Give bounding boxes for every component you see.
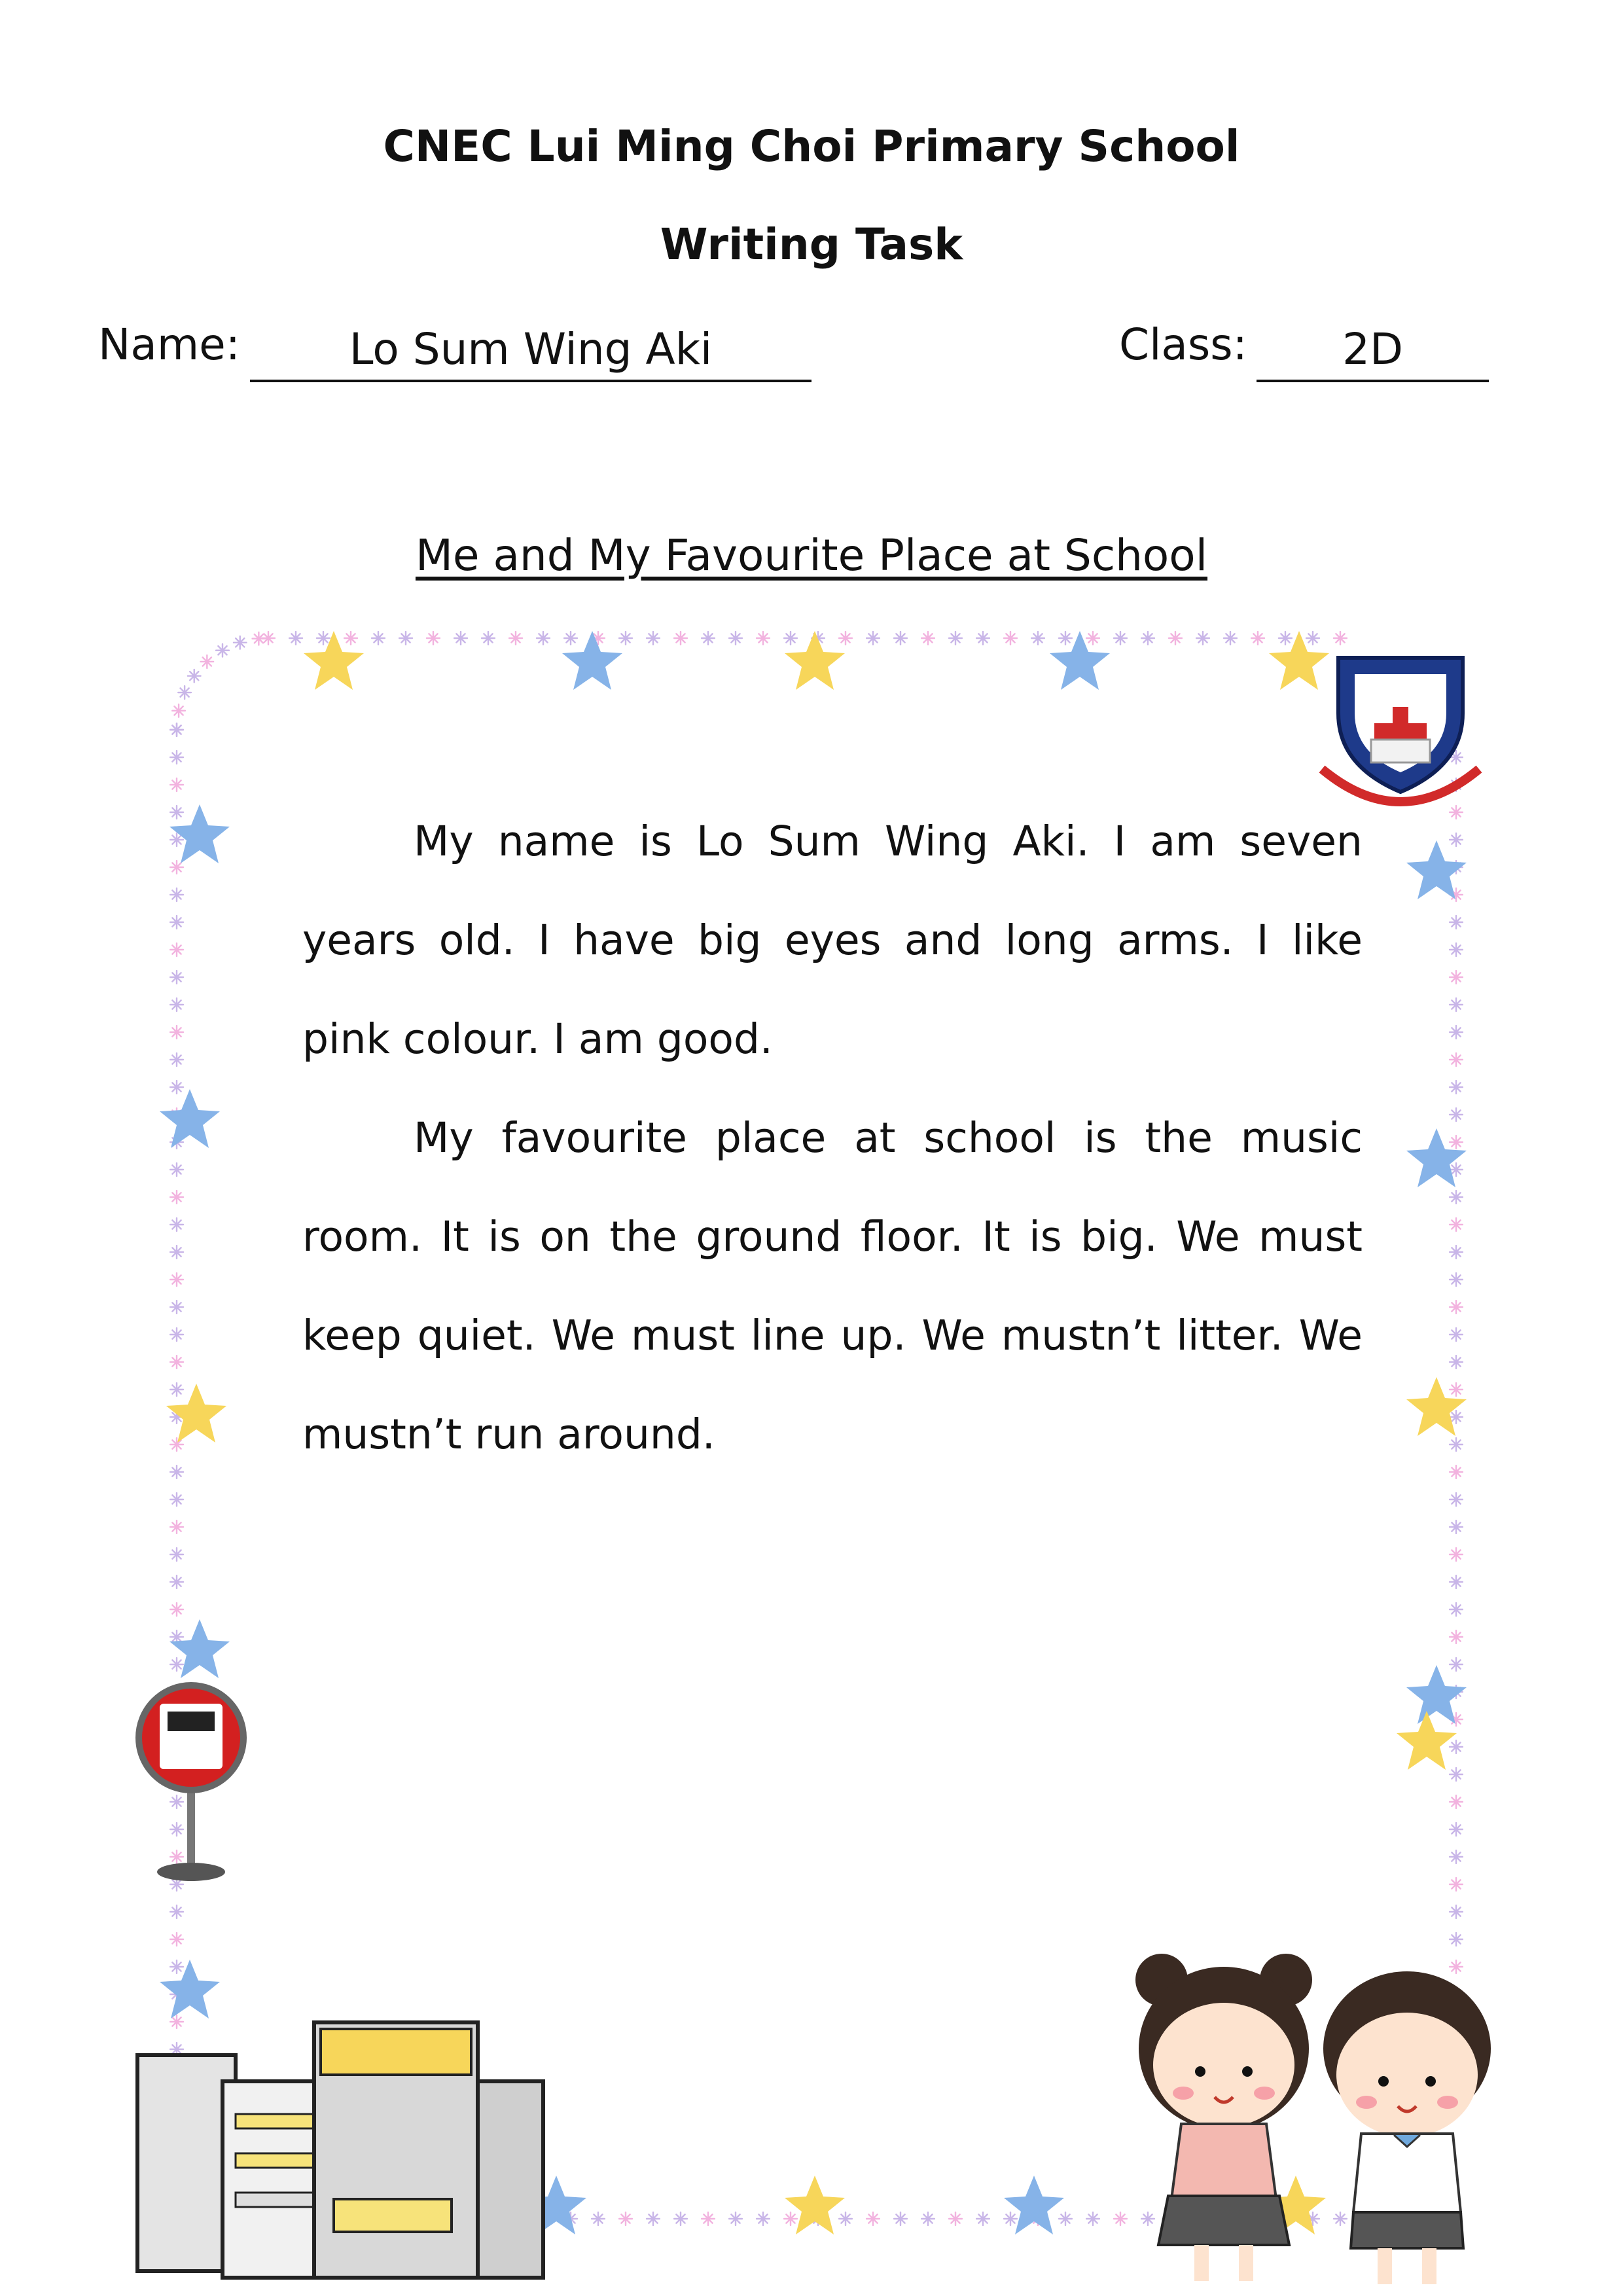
sparkle-icon [170, 1081, 183, 1094]
star-icon [785, 631, 845, 690]
sparkle-icon [234, 636, 247, 649]
sparkle-icon [170, 1795, 183, 1808]
sparkle-icon [784, 2212, 797, 2225]
sparkle-icon [1450, 1905, 1463, 1918]
name-field: Lo Sum Wing Aki [250, 319, 812, 382]
sparkle-icon [1059, 2212, 1072, 2225]
sparkle-icon [866, 2212, 880, 2225]
sparkle-icon [170, 1933, 183, 1946]
sparkle-icon [674, 2212, 687, 2225]
sparkle-icon [170, 1328, 183, 1341]
sparkle-icon [399, 632, 412, 645]
star-icon [1406, 1377, 1467, 1436]
sparkle-icon [619, 632, 632, 645]
sparkle-icon [170, 888, 183, 901]
sparkle-icon [170, 723, 183, 736]
star-icon [1050, 631, 1110, 690]
sparkle-icon [1306, 632, 1319, 645]
sparkle-icon [344, 632, 357, 645]
sparkle-icon [1450, 1383, 1463, 1396]
sparkle-icon [1141, 2212, 1154, 2225]
sparkle-icon [839, 632, 852, 645]
sparkle-icon [1450, 1878, 1463, 1891]
sparkle-icon [976, 632, 990, 645]
sparkle-icon [1450, 1850, 1463, 1863]
sparkle-icon [1450, 998, 1463, 1011]
sparkle-icon [170, 1218, 183, 1231]
sparkle-icon [172, 704, 185, 717]
sparkle-icon [1450, 1493, 1463, 1506]
sparkle-icon [757, 632, 770, 645]
sparkle-icon [949, 2212, 962, 2225]
star-icon [304, 631, 364, 690]
sparkle-icon [1114, 632, 1127, 645]
sparkle-icon [170, 1823, 183, 1836]
sparkle-icon [170, 1548, 183, 1561]
class-field: 2D [1257, 319, 1489, 382]
sparkle-icon [647, 2212, 660, 2225]
sparkle-icon [1450, 1273, 1463, 1286]
sparkle-icon [509, 632, 522, 645]
essay-paragraph-2: My favourite place at school is the music room. It is on the ground floor. It is big. We must keep quiet. We must line up. We mustn’t litter. We mustn’t run around. [302, 1114, 1363, 1458]
sparkle-icon [1450, 1960, 1463, 1973]
class-label: Class: [1119, 319, 1247, 370]
sparkle-icon [170, 1191, 183, 1204]
sparkle-icon [170, 1300, 183, 1314]
sparkle-icon [427, 632, 440, 645]
sparkle-icon [729, 2212, 742, 2225]
sparkle-icon [317, 632, 330, 645]
sparkle-icon [170, 1383, 183, 1396]
star-icon [160, 1089, 220, 1148]
sparkle-icon [1450, 806, 1463, 819]
sparkle-icon [1279, 632, 1292, 645]
sparkle-icon [1450, 1191, 1463, 1204]
sparkle-icon [839, 2212, 852, 2225]
sparkle-icon [170, 1053, 183, 1066]
star-icon [169, 1619, 230, 1678]
sparkle-icon [170, 1960, 183, 1973]
sparkle-icon [1224, 632, 1237, 645]
sparkle-icon [1450, 1026, 1463, 1039]
sparkle-icon [170, 916, 183, 929]
sparkle-icon [1450, 1300, 1463, 1314]
sparkle-icon [1450, 1520, 1463, 1534]
sparkle-icon [1450, 1658, 1463, 1671]
sparkle-icon [1450, 916, 1463, 929]
sparkle-icon [482, 632, 495, 645]
sparkle-icon [170, 971, 183, 984]
sparkle-icon [1450, 1933, 1463, 1946]
sparkle-icon [178, 686, 191, 699]
sparkle-icon [921, 632, 935, 645]
sparkle-icon [170, 1658, 183, 1671]
sparkle-icon [537, 632, 550, 645]
star-icon [166, 1384, 226, 1443]
sparkle-icon [170, 1246, 183, 1259]
sparkle-icon [647, 632, 660, 645]
sparkle-icon [170, 1355, 183, 1369]
sparkle-icon [1450, 1465, 1463, 1479]
sparkle-icon [1086, 632, 1099, 645]
star-icon [785, 2176, 845, 2234]
sparkle-icon [1450, 1575, 1463, 1588]
sparkle-icon [1450, 1603, 1463, 1616]
sparkle-icon [1004, 2212, 1017, 2225]
sparkle-icon [1450, 1053, 1463, 1066]
sparkle-icon [170, 1273, 183, 1286]
school-building-icon [137, 2022, 543, 2278]
sparkle-icon [200, 655, 213, 668]
sparkle-icon [252, 632, 265, 645]
sparkle-icon [1450, 1795, 1463, 1808]
star-icon [1004, 2176, 1064, 2234]
sparkle-icon [1450, 1823, 1463, 1836]
sparkle-icon [894, 2212, 907, 2225]
star-icon [1406, 1665, 1467, 1724]
sparkle-icon [1196, 632, 1209, 645]
essay-title: Me and My Favourite Place at School [415, 530, 1208, 581]
sparkle-icon [949, 632, 962, 645]
sparkle-icon [1169, 632, 1182, 645]
task-title: Writing Task [660, 219, 963, 270]
sparkle-icon [1450, 1218, 1463, 1231]
sparkle-icon [1450, 833, 1463, 846]
sparkle-icon [170, 943, 183, 956]
sparkle-icon [1450, 1438, 1463, 1451]
sparkle-icon [170, 1026, 183, 1039]
sparkle-icon [170, 1603, 183, 1616]
sparkle-icon [1450, 1328, 1463, 1341]
sparkle-icon [170, 778, 183, 791]
sparkle-icon [674, 632, 687, 645]
sparkle-icon [170, 751, 183, 764]
sparkle-icon [866, 632, 880, 645]
sparkle-icon [564, 632, 577, 645]
sparkle-icon [1450, 1355, 1463, 1369]
sparkle-icon [784, 632, 797, 645]
sparkle-icon [1450, 1548, 1463, 1561]
star-icon [1406, 840, 1467, 899]
sparkle-icon [1450, 1768, 1463, 1781]
school-name: CNEC Lui Ming Choi Primary School [383, 121, 1240, 171]
essay-body [302, 792, 1363, 1484]
sparkle-icon [1059, 632, 1072, 645]
sparkle-icon [170, 806, 183, 819]
sparkle-icon [1450, 971, 1463, 984]
sparkle-icon [619, 2212, 632, 2225]
sparkle-icon [1450, 1740, 1463, 1753]
children-illustration [1135, 1954, 1491, 2284]
sparkle-icon [170, 1575, 183, 1588]
sparkle-icon [170, 1163, 183, 1176]
sparkle-icon [170, 1438, 183, 1451]
sparkle-icon [1450, 1108, 1463, 1121]
sparkle-icon [1450, 1630, 1463, 1643]
sparkle-icon [1450, 1246, 1463, 1259]
sparkle-icon [170, 1850, 183, 1863]
star-icon [1397, 1711, 1457, 1770]
sparkle-icon [1031, 632, 1044, 645]
sparkle-icon [1086, 2212, 1099, 2225]
sparkle-icon [702, 632, 715, 645]
sparkle-icon [757, 2212, 770, 2225]
sparkle-icon [170, 1905, 183, 1918]
sparkle-icon [1450, 943, 1463, 956]
sparkle-icon [188, 670, 201, 683]
sparkle-icon [1450, 1136, 1463, 1149]
sparkle-icon [1114, 2212, 1127, 2225]
sparkle-icon [170, 1493, 183, 1506]
star-icon [1269, 631, 1329, 690]
sparkle-icon [170, 1520, 183, 1534]
sparkle-icon [216, 644, 229, 657]
sparkle-icon [372, 632, 385, 645]
star-icon [160, 1960, 220, 2018]
sparkle-icon [1334, 632, 1347, 645]
sparkle-icon [1251, 632, 1264, 645]
sparkle-icon [1141, 632, 1154, 645]
bus-stop-sign-icon [139, 1685, 243, 1881]
sparkle-icon [921, 2212, 935, 2225]
sparkle-icon [976, 2212, 990, 2225]
sparkle-icon [1450, 1081, 1463, 1094]
sparkle-icon [702, 2212, 715, 2225]
sparkle-icon [454, 632, 467, 645]
sparkle-icon [170, 1465, 183, 1479]
sparkle-icon [1004, 632, 1017, 645]
sparkle-icon [170, 998, 183, 1011]
sparkle-icon [592, 2212, 605, 2225]
star-icon [1406, 1128, 1467, 1187]
sparkle-icon [729, 632, 742, 645]
sparkle-icon [1334, 2212, 1347, 2225]
sparkle-icon [894, 632, 907, 645]
name-label: Name: [98, 319, 240, 370]
sparkle-icon [289, 632, 302, 645]
essay-paragraph-1: My name is Lo Sum Wing Aki. I am seven years old. I have big eyes and long arms. I like pink colour. I am good. [302, 817, 1363, 1063]
